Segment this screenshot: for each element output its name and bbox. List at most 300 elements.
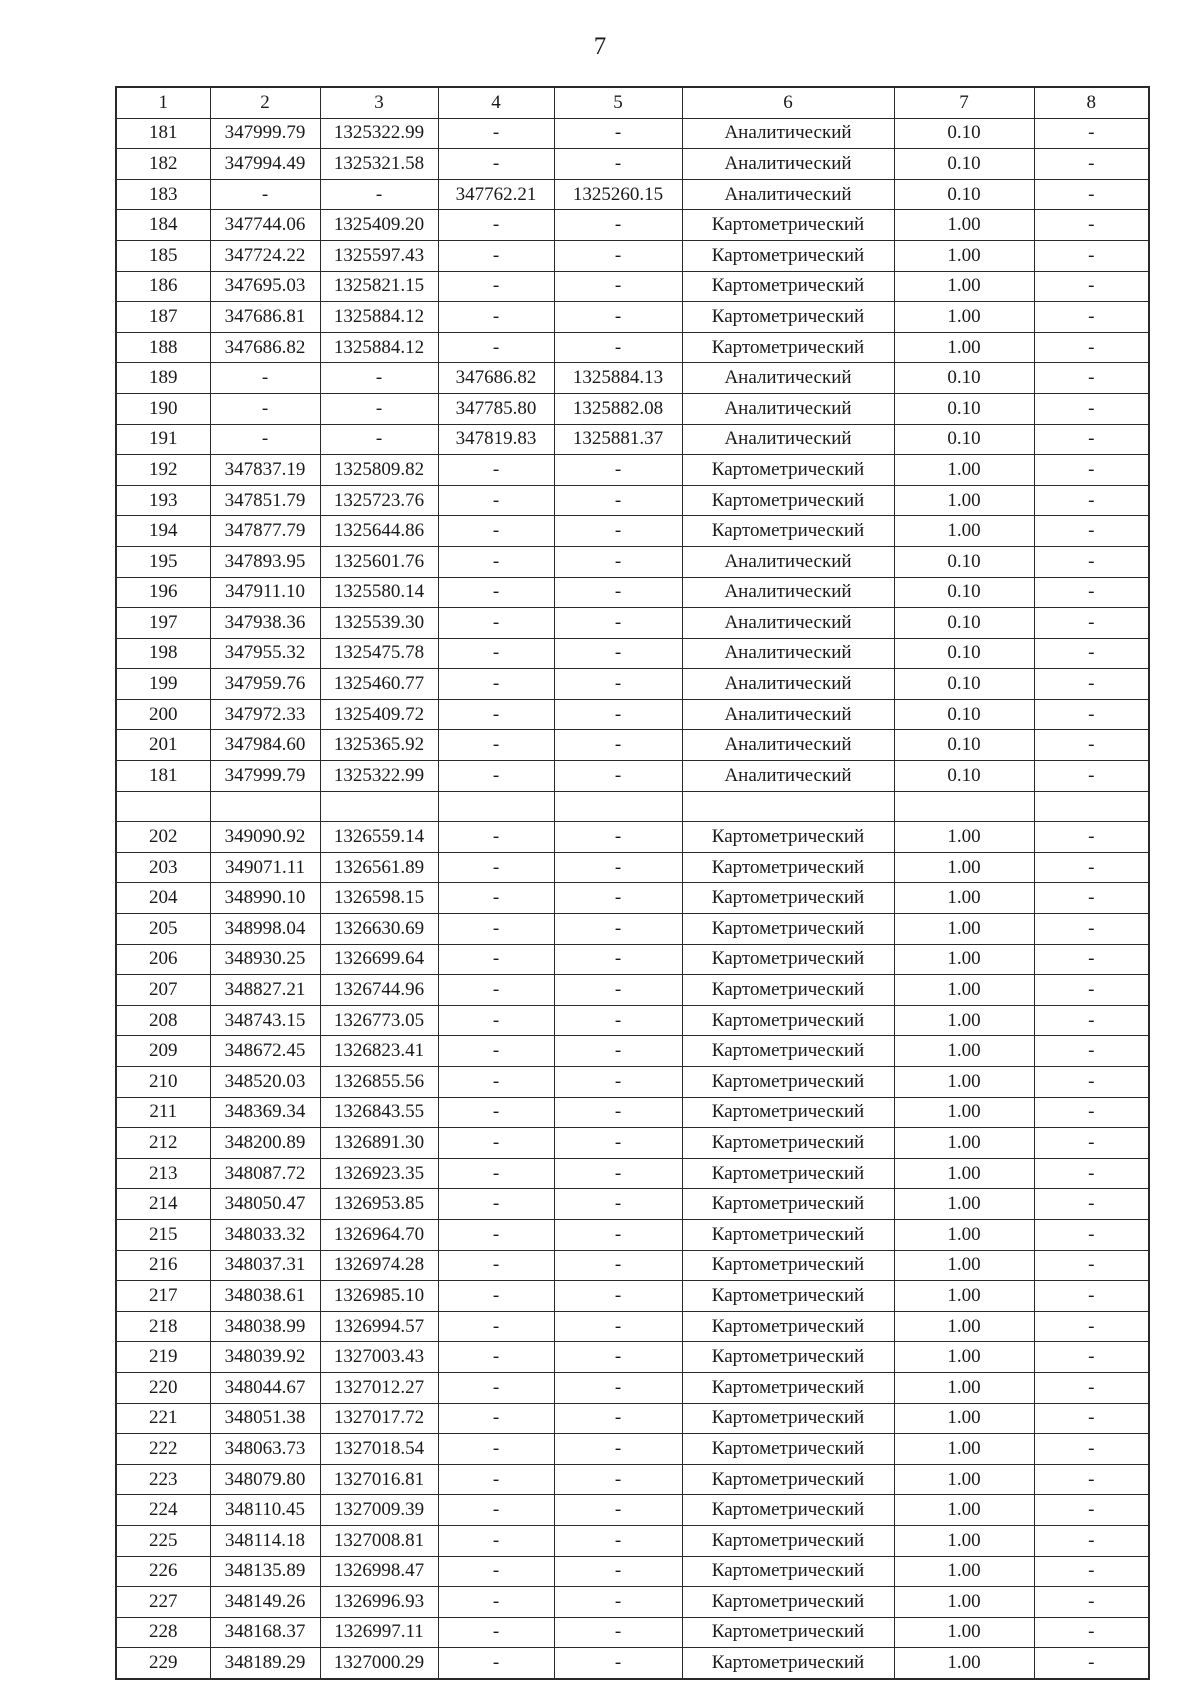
method-cell: Картометрический: [682, 1036, 894, 1067]
method-cell: Аналитический: [682, 669, 894, 700]
x-coordinate-alt-cell: -: [438, 883, 554, 914]
column-header-6: 6: [682, 87, 894, 118]
y-coordinate-alt-cell: -: [554, 1403, 682, 1434]
x-coordinate-alt-cell: -: [438, 1556, 554, 1587]
table-row: [116, 914, 1149, 945]
x-coordinate-alt-cell: -: [438, 822, 554, 853]
y-coordinate-alt-cell: -: [554, 699, 682, 730]
accuracy-cell: 1.00: [894, 852, 1034, 883]
point-number-cell: 181: [116, 118, 210, 149]
accuracy-cell: 1.00: [894, 1097, 1034, 1128]
point-number-cell: 222: [116, 1434, 210, 1465]
y-coordinate-alt-cell: -: [554, 761, 682, 792]
method-cell: Аналитический: [682, 577, 894, 608]
accuracy-cell: 0.10: [894, 638, 1034, 669]
method-cell: Картометрический: [682, 822, 894, 853]
point-number-cell: 213: [116, 1158, 210, 1189]
point-number-cell: 194: [116, 516, 210, 547]
x-coordinate-alt-cell: -: [438, 1067, 554, 1098]
x-coordinate-alt-cell: -: [438, 271, 554, 302]
x-coordinate-alt-cell: -: [438, 1372, 554, 1403]
point-number-cell: 223: [116, 1464, 210, 1495]
y-coordinate-cell: 1325723.76: [320, 485, 438, 516]
accuracy-cell: 1.00: [894, 1036, 1034, 1067]
method-cell: Картометрический: [682, 332, 894, 363]
y-coordinate-alt-cell: -: [554, 1495, 682, 1526]
method-cell: Аналитический: [682, 179, 894, 210]
accuracy-cell: 0.10: [894, 669, 1034, 700]
column-header-4: 4: [438, 87, 554, 118]
y-coordinate-alt-cell: -: [554, 944, 682, 975]
y-coordinate-cell: 1326630.69: [320, 914, 438, 945]
table-row: [116, 638, 1149, 669]
x-coordinate-alt-cell: -: [438, 516, 554, 547]
note-cell: -: [1034, 608, 1149, 639]
method-cell: Картометрический: [682, 1128, 894, 1159]
point-number-cell: 205: [116, 914, 210, 945]
x-coordinate-alt-cell: -: [438, 1434, 554, 1465]
y-coordinate-alt-cell: -: [554, 638, 682, 669]
x-coordinate-alt-cell: -: [438, 1648, 554, 1679]
accuracy-cell: 1.00: [894, 1525, 1034, 1556]
y-coordinate-alt-cell: [554, 791, 682, 822]
y-coordinate-cell: 1326699.64: [320, 944, 438, 975]
method-cell: Картометрический: [682, 1281, 894, 1312]
method-cell: Картометрический: [682, 883, 894, 914]
method-cell: Аналитический: [682, 761, 894, 792]
note-cell: -: [1034, 1005, 1149, 1036]
method-cell: Аналитический: [682, 546, 894, 577]
note-cell: -: [1034, 1097, 1149, 1128]
column-header-7: 7: [894, 87, 1034, 118]
table-row: [116, 975, 1149, 1006]
x-coordinate-cell: 348114.18: [210, 1525, 320, 1556]
x-coordinate-cell: 347851.79: [210, 485, 320, 516]
note-cell: -: [1034, 546, 1149, 577]
table-row: [116, 1556, 1149, 1587]
table-row: [116, 852, 1149, 883]
note-cell: -: [1034, 1036, 1149, 1067]
note-cell: -: [1034, 1648, 1149, 1679]
x-coordinate-alt-cell: -: [438, 1403, 554, 1434]
x-coordinate-alt-cell: 347785.80: [438, 393, 554, 424]
x-coordinate-alt-cell: -: [438, 914, 554, 945]
y-coordinate-alt-cell: -: [554, 210, 682, 241]
accuracy-cell: 0.10: [894, 730, 1034, 761]
y-coordinate-alt-cell: -: [554, 1617, 682, 1648]
y-coordinate-alt-cell: -: [554, 914, 682, 945]
table-row: [116, 1434, 1149, 1465]
accuracy-cell: 0.10: [894, 179, 1034, 210]
accuracy-cell: 1.00: [894, 332, 1034, 363]
method-cell: Аналитический: [682, 699, 894, 730]
method-cell: Картометрический: [682, 852, 894, 883]
point-number-cell: 183: [116, 179, 210, 210]
x-coordinate-cell: -: [210, 179, 320, 210]
method-cell: Картометрический: [682, 516, 894, 547]
y-coordinate-alt-cell: 1325884.13: [554, 363, 682, 394]
point-number-cell: 209: [116, 1036, 210, 1067]
x-coordinate-cell: 347955.32: [210, 638, 320, 669]
table-row: [116, 577, 1149, 608]
table-row: [116, 1587, 1149, 1618]
x-coordinate-cell: 348079.80: [210, 1464, 320, 1495]
x-coordinate-alt-cell: -: [438, 1250, 554, 1281]
note-cell: -: [1034, 424, 1149, 455]
table-row: [116, 1403, 1149, 1434]
accuracy-cell: 0.10: [894, 546, 1034, 577]
table-row: [116, 1250, 1149, 1281]
y-coordinate-cell: 1326985.10: [320, 1281, 438, 1312]
table-row: [116, 1311, 1149, 1342]
x-coordinate-alt-cell: -: [438, 240, 554, 271]
method-cell: Картометрический: [682, 1495, 894, 1526]
method-cell: Картометрический: [682, 485, 894, 516]
table-row: [116, 424, 1149, 455]
accuracy-cell: 0.10: [894, 424, 1034, 455]
accuracy-cell: 0.10: [894, 608, 1034, 639]
accuracy-cell: 1.00: [894, 485, 1034, 516]
y-coordinate-alt-cell: 1325881.37: [554, 424, 682, 455]
y-coordinate-alt-cell: -: [554, 1556, 682, 1587]
table-row: [116, 271, 1149, 302]
x-coordinate-alt-cell: -: [438, 455, 554, 486]
accuracy-cell: 1.00: [894, 1342, 1034, 1373]
x-coordinate-cell: 348135.89: [210, 1556, 320, 1587]
y-coordinate-alt-cell: -: [554, 1158, 682, 1189]
point-number-cell: 214: [116, 1189, 210, 1220]
y-coordinate-cell: 1325409.20: [320, 210, 438, 241]
note-cell: -: [1034, 669, 1149, 700]
x-coordinate-cell: 349090.92: [210, 822, 320, 853]
note-cell: -: [1034, 638, 1149, 669]
x-coordinate-cell: 348998.04: [210, 914, 320, 945]
table-row: [116, 1067, 1149, 1098]
note-cell: -: [1034, 393, 1149, 424]
x-coordinate-cell: 347938.36: [210, 608, 320, 639]
x-coordinate-alt-cell: -: [438, 1097, 554, 1128]
accuracy-cell: 1.00: [894, 822, 1034, 853]
table-row: [116, 149, 1149, 180]
method-cell: Аналитический: [682, 608, 894, 639]
y-coordinate-alt-cell: -: [554, 149, 682, 180]
x-coordinate-alt-cell: -: [438, 1036, 554, 1067]
point-number-cell: 208: [116, 1005, 210, 1036]
x-coordinate-cell: 347999.79: [210, 118, 320, 149]
y-coordinate-cell: -: [320, 179, 438, 210]
x-coordinate-cell: -: [210, 393, 320, 424]
method-cell: Картометрический: [682, 1403, 894, 1434]
y-coordinate-cell: 1326823.41: [320, 1036, 438, 1067]
note-cell: -: [1034, 179, 1149, 210]
note-cell: [1034, 791, 1149, 822]
x-coordinate-cell: 347999.79: [210, 761, 320, 792]
method-cell: Картометрический: [682, 975, 894, 1006]
table-row: [116, 761, 1149, 792]
note-cell: -: [1034, 699, 1149, 730]
table-row: [116, 1495, 1149, 1526]
point-number-cell: [116, 791, 210, 822]
point-number-cell: 228: [116, 1617, 210, 1648]
y-coordinate-alt-cell: -: [554, 822, 682, 853]
point-number-cell: 191: [116, 424, 210, 455]
point-number-cell: 215: [116, 1219, 210, 1250]
note-cell: -: [1034, 1372, 1149, 1403]
point-number-cell: 203: [116, 852, 210, 883]
note-cell: -: [1034, 1495, 1149, 1526]
y-coordinate-alt-cell: -: [554, 240, 682, 271]
y-coordinate-cell: 1327008.81: [320, 1525, 438, 1556]
x-coordinate-alt-cell: -: [438, 1281, 554, 1312]
column-header-2: 2: [210, 87, 320, 118]
x-coordinate-alt-cell: -: [438, 302, 554, 333]
accuracy-cell: 1.00: [894, 975, 1034, 1006]
x-coordinate-cell: 348063.73: [210, 1434, 320, 1465]
y-coordinate-cell: 1325884.12: [320, 332, 438, 363]
y-coordinate-cell: 1325809.82: [320, 455, 438, 486]
method-cell: Картометрический: [682, 1005, 894, 1036]
y-coordinate-alt-cell: -: [554, 577, 682, 608]
table-row: [116, 118, 1149, 149]
table-row: [116, 363, 1149, 394]
note-cell: -: [1034, 118, 1149, 149]
y-coordinate-cell: -: [320, 393, 438, 424]
y-coordinate-alt-cell: -: [554, 1281, 682, 1312]
method-cell: Картометрический: [682, 302, 894, 333]
x-coordinate-cell: 348189.29: [210, 1648, 320, 1679]
point-number-cell: 204: [116, 883, 210, 914]
x-coordinate-cell: 347724.22: [210, 240, 320, 271]
x-coordinate-cell: 347686.81: [210, 302, 320, 333]
table-row: [116, 1372, 1149, 1403]
point-number-cell: 200: [116, 699, 210, 730]
method-cell: Картометрический: [682, 944, 894, 975]
accuracy-cell: 1.00: [894, 1587, 1034, 1618]
x-coordinate-cell: 348930.25: [210, 944, 320, 975]
point-number-cell: 227: [116, 1587, 210, 1618]
x-coordinate-cell: 348044.67: [210, 1372, 320, 1403]
x-coordinate-alt-cell: -: [438, 975, 554, 1006]
accuracy-cell: 1.00: [894, 1372, 1034, 1403]
y-coordinate-cell: 1327009.39: [320, 1495, 438, 1526]
accuracy-cell: 1.00: [894, 302, 1034, 333]
y-coordinate-cell: 1326964.70: [320, 1219, 438, 1250]
accuracy-cell: 1.00: [894, 1189, 1034, 1220]
method-cell: Картометрический: [682, 455, 894, 486]
note-cell: -: [1034, 761, 1149, 792]
y-coordinate-cell: 1327017.72: [320, 1403, 438, 1434]
accuracy-cell: 1.00: [894, 1250, 1034, 1281]
note-cell: -: [1034, 1525, 1149, 1556]
x-coordinate-cell: 348051.38: [210, 1403, 320, 1434]
y-coordinate-cell: 1326561.89: [320, 852, 438, 883]
y-coordinate-cell: 1325884.12: [320, 302, 438, 333]
y-coordinate-cell: 1326855.56: [320, 1067, 438, 1098]
note-cell: -: [1034, 1219, 1149, 1250]
note-cell: -: [1034, 149, 1149, 180]
point-number-cell: 193: [116, 485, 210, 516]
y-coordinate-alt-cell: -: [554, 730, 682, 761]
y-coordinate-cell: 1325821.15: [320, 271, 438, 302]
table-row: [116, 699, 1149, 730]
y-coordinate-alt-cell: -: [554, 852, 682, 883]
method-cell: Картометрический: [682, 1250, 894, 1281]
point-number-cell: 190: [116, 393, 210, 424]
y-coordinate-cell: 1325321.58: [320, 149, 438, 180]
table-row: [116, 240, 1149, 271]
table-row: [116, 1281, 1149, 1312]
point-number-cell: 218: [116, 1311, 210, 1342]
x-coordinate-alt-cell: -: [438, 546, 554, 577]
column-header-1: 1: [116, 87, 210, 118]
method-cell: Картометрический: [682, 1434, 894, 1465]
note-cell: -: [1034, 240, 1149, 271]
y-coordinate-cell: 1326953.85: [320, 1189, 438, 1220]
table-row: [116, 1342, 1149, 1373]
y-coordinate-alt-cell: -: [554, 1464, 682, 1495]
point-number-cell: 212: [116, 1128, 210, 1159]
table-row: [116, 669, 1149, 700]
method-cell: Картометрический: [682, 1067, 894, 1098]
table-row: [116, 1617, 1149, 1648]
y-coordinate-alt-cell: -: [554, 1067, 682, 1098]
table-row: [116, 210, 1149, 241]
y-coordinate-cell: 1325644.86: [320, 516, 438, 547]
point-number-cell: 187: [116, 302, 210, 333]
method-cell: Картометрический: [682, 1372, 894, 1403]
x-coordinate-cell: 348743.15: [210, 1005, 320, 1036]
method-cell: Картометрический: [682, 1311, 894, 1342]
note-cell: -: [1034, 1587, 1149, 1618]
table-row: [116, 1128, 1149, 1159]
y-coordinate-alt-cell: -: [554, 1434, 682, 1465]
x-coordinate-alt-cell: -: [438, 210, 554, 241]
x-coordinate-alt-cell: -: [438, 1189, 554, 1220]
point-number-cell: 225: [116, 1525, 210, 1556]
x-coordinate-cell: -: [210, 424, 320, 455]
x-coordinate-alt-cell: -: [438, 730, 554, 761]
note-cell: -: [1034, 1128, 1149, 1159]
y-coordinate-alt-cell: -: [554, 332, 682, 363]
x-coordinate-alt-cell: -: [438, 1158, 554, 1189]
x-coordinate-alt-cell: -: [438, 118, 554, 149]
y-coordinate-cell: 1327016.81: [320, 1464, 438, 1495]
accuracy-cell: 1.00: [894, 944, 1034, 975]
point-number-cell: 211: [116, 1097, 210, 1128]
table-row: [116, 608, 1149, 639]
method-cell: Картометрический: [682, 210, 894, 241]
y-coordinate-cell: 1326744.96: [320, 975, 438, 1006]
y-coordinate-cell: 1327012.27: [320, 1372, 438, 1403]
y-coordinate-cell: 1327018.54: [320, 1434, 438, 1465]
accuracy-cell: 0.10: [894, 393, 1034, 424]
table-body: [116, 118, 1149, 1679]
method-cell: Аналитический: [682, 363, 894, 394]
y-coordinate-alt-cell: -: [554, 118, 682, 149]
y-coordinate-cell: 1325475.78: [320, 638, 438, 669]
accuracy-cell: 1.00: [894, 1005, 1034, 1036]
point-number-cell: 192: [116, 455, 210, 486]
point-number-cell: 198: [116, 638, 210, 669]
method-cell: Картометрический: [682, 914, 894, 945]
accuracy-cell: 0.10: [894, 118, 1034, 149]
x-coordinate-alt-cell: [438, 791, 554, 822]
note-cell: -: [1034, 1342, 1149, 1373]
y-coordinate-cell: -: [320, 424, 438, 455]
method-cell: Аналитический: [682, 424, 894, 455]
y-coordinate-alt-cell: -: [554, 669, 682, 700]
x-coordinate-alt-cell: -: [438, 485, 554, 516]
note-cell: -: [1034, 852, 1149, 883]
x-coordinate-cell: 348168.37: [210, 1617, 320, 1648]
y-coordinate-alt-cell: -: [554, 608, 682, 639]
note-cell: -: [1034, 730, 1149, 761]
note-cell: -: [1034, 332, 1149, 363]
x-coordinate-cell: [210, 791, 320, 822]
x-coordinate-alt-cell: -: [438, 149, 554, 180]
note-cell: -: [1034, 1403, 1149, 1434]
accuracy-cell: 1.00: [894, 240, 1034, 271]
y-coordinate-alt-cell: -: [554, 883, 682, 914]
point-number-cell: 217: [116, 1281, 210, 1312]
method-cell: Картометрический: [682, 1648, 894, 1679]
x-coordinate-cell: -: [210, 363, 320, 394]
x-coordinate-alt-cell: -: [438, 608, 554, 639]
y-coordinate-alt-cell: 1325882.08: [554, 393, 682, 424]
x-coordinate-cell: 347695.03: [210, 271, 320, 302]
accuracy-cell: 1.00: [894, 1617, 1034, 1648]
y-coordinate-alt-cell: -: [554, 485, 682, 516]
point-number-cell: 226: [116, 1556, 210, 1587]
x-coordinate-alt-cell: -: [438, 1005, 554, 1036]
x-coordinate-alt-cell: -: [438, 761, 554, 792]
method-cell: Картометрический: [682, 1525, 894, 1556]
table-row: [116, 1036, 1149, 1067]
x-coordinate-cell: 348149.26: [210, 1587, 320, 1618]
point-number-cell: 185: [116, 240, 210, 271]
x-coordinate-cell: 348033.32: [210, 1219, 320, 1250]
x-coordinate-alt-cell: -: [438, 332, 554, 363]
note-cell: -: [1034, 363, 1149, 394]
x-coordinate-cell: 348087.72: [210, 1158, 320, 1189]
y-coordinate-cell: -: [320, 363, 438, 394]
y-coordinate-alt-cell: -: [554, 1342, 682, 1373]
note-cell: -: [1034, 1067, 1149, 1098]
point-number-cell: 229: [116, 1648, 210, 1679]
note-cell: -: [1034, 914, 1149, 945]
x-coordinate-cell: 348672.45: [210, 1036, 320, 1067]
accuracy-cell: 1.00: [894, 1128, 1034, 1159]
accuracy-cell: 0.10: [894, 761, 1034, 792]
note-cell: -: [1034, 577, 1149, 608]
method-cell: Картометрический: [682, 1587, 894, 1618]
x-coordinate-cell: 347686.82: [210, 332, 320, 363]
note-cell: -: [1034, 485, 1149, 516]
x-coordinate-cell: 348200.89: [210, 1128, 320, 1159]
note-cell: -: [1034, 883, 1149, 914]
y-coordinate-alt-cell: -: [554, 302, 682, 333]
note-cell: -: [1034, 455, 1149, 486]
accuracy-cell: 1.00: [894, 1403, 1034, 1434]
point-number-cell: 210: [116, 1067, 210, 1098]
note-cell: -: [1034, 1250, 1149, 1281]
accuracy-cell: 1.00: [894, 1311, 1034, 1342]
point-number-cell: 181: [116, 761, 210, 792]
y-coordinate-alt-cell: -: [554, 1219, 682, 1250]
y-coordinate-cell: [320, 791, 438, 822]
point-number-cell: 188: [116, 332, 210, 363]
y-coordinate-cell: 1326843.55: [320, 1097, 438, 1128]
